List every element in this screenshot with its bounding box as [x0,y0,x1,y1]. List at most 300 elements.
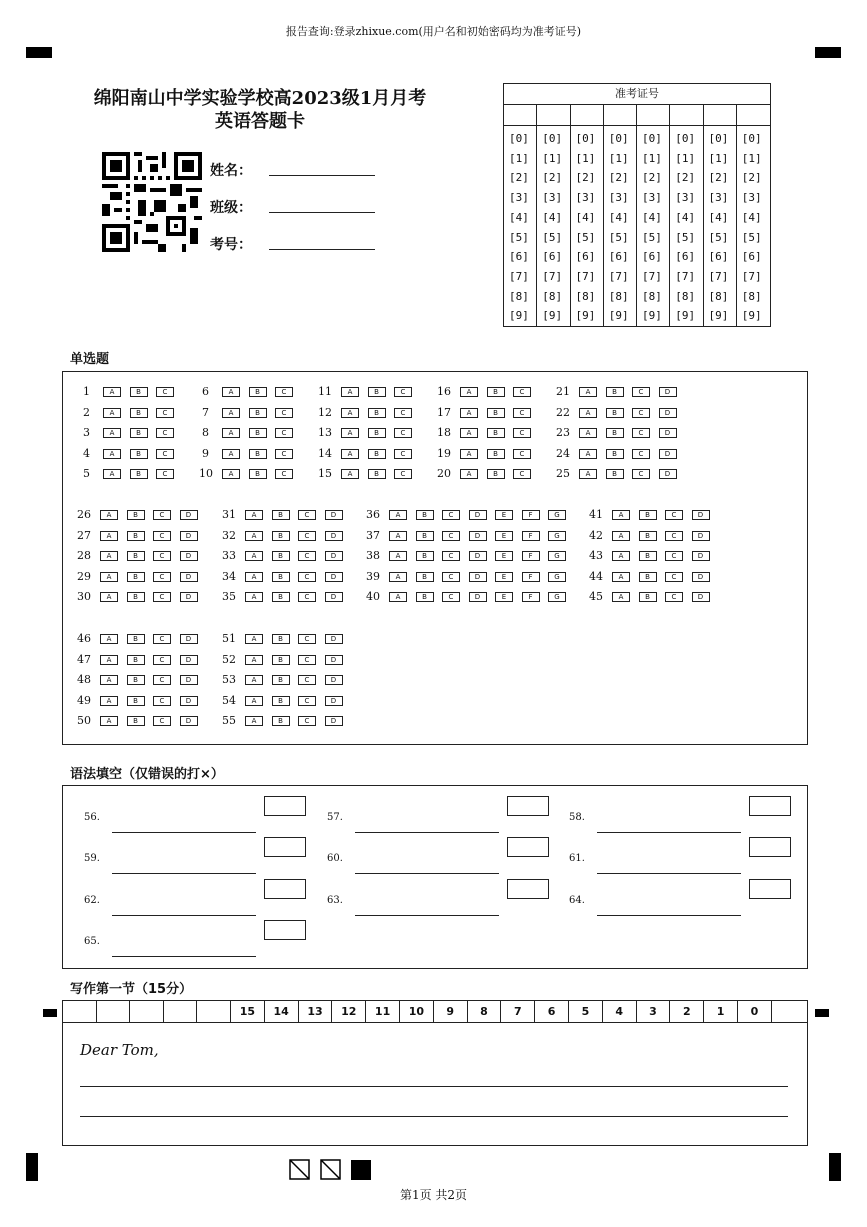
option-bubble[interactable]: A [100,572,118,582]
option-bubble[interactable]: C [298,716,316,726]
id-digit-bubble[interactable]: [7] [642,269,662,283]
id-digit-bubble[interactable]: [2] [642,171,662,185]
option-bubble[interactable]: A [245,634,263,644]
option-bubble[interactable]: A [245,531,263,541]
option-bubble[interactable]: A [389,572,407,582]
option-bubble[interactable]: C [298,634,316,644]
option-bubble[interactable]: B [416,551,434,561]
option-bubble[interactable]: B [127,655,145,665]
option-bubble[interactable]: B [368,387,386,397]
exam-no-input-line[interactable] [269,236,375,250]
option-bubble[interactable]: G [548,551,566,561]
option-bubble[interactable]: B [487,387,505,397]
option-bubble[interactable]: C [665,572,683,582]
option-bubble[interactable]: A [100,551,118,561]
grammar-mark-box[interactable] [264,796,306,816]
option-bubble[interactable]: C [632,408,650,418]
option-bubble[interactable]: D [180,531,198,541]
id-digit-bubble[interactable]: [5] [675,230,696,244]
option-bubble[interactable]: A [103,387,121,397]
score-cell[interactable]: 4 [603,1001,637,1022]
option-bubble[interactable]: B [606,408,624,418]
id-digit-bubble[interactable]: [9] [741,309,762,323]
option-bubble[interactable]: A [389,510,407,520]
id-digit-bubble[interactable]: [4] [575,210,596,224]
option-bubble[interactable]: C [298,551,316,561]
option-bubble[interactable]: D [180,675,198,685]
option-bubble[interactable]: C [632,469,650,479]
id-digit-bubble[interactable]: [4] [741,210,762,224]
option-bubble[interactable]: F [522,551,540,561]
grammar-answer-line[interactable] [112,818,256,833]
option-bubble[interactable]: D [180,592,198,602]
option-bubble[interactable]: A [579,387,597,397]
id-digit-bubble[interactable]: [6] [608,250,629,264]
option-bubble[interactable]: F [522,572,540,582]
id-digit-bubble[interactable]: [8] [542,289,563,303]
option-bubble[interactable]: C [153,551,171,561]
option-bubble[interactable]: A [460,469,478,479]
option-bubble[interactable]: D [180,551,198,561]
option-bubble[interactable]: B [368,408,386,418]
option-bubble[interactable]: D [659,469,677,479]
option-bubble[interactable]: A [579,428,597,438]
option-bubble[interactable]: A [245,572,263,582]
option-bubble[interactable]: B [639,592,657,602]
class-input-line[interactable] [269,199,375,213]
option-bubble[interactable]: A [341,408,359,418]
id-digit-bubble[interactable]: [9] [708,309,729,323]
option-bubble[interactable]: A [245,592,263,602]
id-digit-bubble[interactable]: [1] [642,151,662,165]
score-cell[interactable]: 8 [468,1001,502,1022]
id-digit-bubble[interactable]: [5] [542,230,563,244]
grammar-mark-box[interactable] [507,879,549,899]
id-digit-bubble[interactable]: [7] [708,269,729,283]
option-bubble[interactable]: B [639,531,657,541]
option-bubble[interactable]: C [275,449,293,459]
option-bubble[interactable]: B [487,449,505,459]
option-bubble[interactable]: B [368,428,386,438]
option-bubble[interactable]: C [665,592,683,602]
option-bubble[interactable]: C [298,531,316,541]
option-bubble[interactable]: C [298,592,316,602]
option-bubble[interactable]: C [156,408,174,418]
option-bubble[interactable]: A [222,387,240,397]
score-cell[interactable]: 7 [501,1001,535,1022]
option-bubble[interactable]: G [548,510,566,520]
option-bubble[interactable]: B [639,551,657,561]
id-digit-bubble[interactable]: [1] [708,151,729,165]
score-cell[interactable]: 13 [299,1001,333,1022]
id-digit-bubble[interactable]: [0] [542,132,563,145]
id-digit-bubble[interactable]: [5] [608,230,629,244]
grammar-answer-line[interactable] [112,859,256,874]
id-digit-bubble[interactable]: [9] [642,309,662,323]
grammar-mark-box[interactable] [507,796,549,816]
option-bubble[interactable]: A [103,469,121,479]
option-bubble[interactable]: A [612,551,630,561]
option-bubble[interactable]: B [606,387,624,397]
option-bubble[interactable]: C [632,449,650,459]
option-bubble[interactable]: D [325,696,343,706]
option-bubble[interactable]: E [495,592,513,602]
grammar-mark-box[interactable] [749,796,791,816]
option-bubble[interactable]: B [249,469,267,479]
id-digit-bubble[interactable]: [5] [642,230,662,244]
id-digit-bubble[interactable]: [2] [509,171,529,185]
option-bubble[interactable]: B [639,572,657,582]
option-bubble[interactable]: C [442,592,460,602]
option-bubble[interactable]: C [513,408,531,418]
option-bubble[interactable]: B [249,387,267,397]
option-bubble[interactable]: B [487,428,505,438]
option-bubble[interactable]: A [341,428,359,438]
id-digit-bubble[interactable]: [1] [675,151,696,165]
option-bubble[interactable]: B [606,469,624,479]
option-bubble[interactable]: D [180,716,198,726]
id-write-cell[interactable] [670,105,702,126]
id-digit-bubble[interactable]: [3] [741,191,762,205]
option-bubble[interactable]: A [460,387,478,397]
option-bubble[interactable]: B [272,531,290,541]
option-bubble[interactable]: F [522,510,540,520]
option-bubble[interactable]: D [659,408,677,418]
id-digit-bubble[interactable]: [7] [741,269,762,283]
option-bubble[interactable]: C [665,531,683,541]
id-digit-bubble[interactable]: [3] [542,191,563,205]
score-cell[interactable]: 15 [231,1001,265,1022]
id-digit-bubble[interactable]: [3] [675,191,696,205]
id-digit-bubble[interactable]: [6] [642,250,662,264]
score-cell[interactable]: 0 [738,1001,772,1022]
option-bubble[interactable]: B [487,408,505,418]
id-digit-bubble[interactable]: [2] [575,171,596,185]
option-bubble[interactable]: B [249,408,267,418]
option-bubble[interactable]: C [513,449,531,459]
grammar-answer-line[interactable] [597,859,741,874]
grammar-answer-line[interactable] [597,818,741,833]
grammar-answer-line[interactable] [355,859,499,874]
grammar-answer-line[interactable] [112,901,256,916]
option-bubble[interactable]: D [325,675,343,685]
id-digit-bubble[interactable]: [6] [542,250,563,264]
id-digit-bubble[interactable]: [7] [608,269,629,283]
id-digit-bubble[interactable]: [9] [542,309,563,323]
id-digit-bubble[interactable]: [5] [741,230,762,244]
grammar-answer-line[interactable] [597,901,741,916]
id-digit-bubble[interactable]: [4] [542,210,563,224]
option-bubble[interactable]: A [341,469,359,479]
option-bubble[interactable]: A [103,449,121,459]
option-bubble[interactable]: B [606,449,624,459]
option-bubble[interactable]: A [341,387,359,397]
option-bubble[interactable]: C [275,469,293,479]
option-bubble[interactable]: B [130,428,148,438]
option-bubble[interactable]: C [153,696,171,706]
option-bubble[interactable]: C [513,428,531,438]
id-digit-bubble[interactable]: [6] [708,250,729,264]
grammar-mark-box[interactable] [264,837,306,857]
id-digit-bubble[interactable]: [3] [608,191,629,205]
option-bubble[interactable]: C [298,696,316,706]
id-digit-bubble[interactable]: [8] [642,289,662,303]
option-bubble[interactable]: D [469,551,487,561]
option-bubble[interactable]: B [416,572,434,582]
option-bubble[interactable]: C [394,387,412,397]
id-digit-bubble[interactable]: [8] [708,289,729,303]
option-bubble[interactable]: B [127,592,145,602]
option-bubble[interactable]: D [469,510,487,520]
id-digit-bubble[interactable]: [6] [675,250,696,264]
option-bubble[interactable]: C [298,675,316,685]
option-bubble[interactable]: B [416,592,434,602]
id-digit-bubble[interactable]: [1] [509,151,529,165]
id-digit-bubble[interactable]: [8] [509,289,529,303]
id-digit-bubble[interactable]: [2] [608,171,629,185]
id-digit-bubble[interactable]: [3] [509,191,529,205]
grammar-mark-box[interactable] [507,837,549,857]
option-bubble[interactable]: D [325,510,343,520]
option-bubble[interactable]: C [298,510,316,520]
id-digit-bubble[interactable]: [6] [509,250,529,264]
option-bubble[interactable]: C [665,551,683,561]
option-bubble[interactable]: D [325,655,343,665]
score-cell[interactable]: 14 [265,1001,299,1022]
option-bubble[interactable]: C [394,428,412,438]
option-bubble[interactable]: D [180,696,198,706]
score-cell[interactable]: 2 [670,1001,704,1022]
id-digit-bubble[interactable]: [3] [708,191,729,205]
option-bubble[interactable]: B [130,408,148,418]
id-digit-bubble[interactable]: [9] [608,309,629,323]
option-bubble[interactable]: B [127,551,145,561]
id-digit-bubble[interactable]: [5] [575,230,596,244]
option-bubble[interactable]: D [180,634,198,644]
option-bubble[interactable]: C [275,428,293,438]
option-bubble[interactable]: C [153,510,171,520]
option-bubble[interactable]: C [156,428,174,438]
option-bubble[interactable]: C [153,675,171,685]
option-bubble[interactable]: G [548,572,566,582]
option-bubble[interactable]: E [495,510,513,520]
option-bubble[interactable]: A [100,531,118,541]
option-bubble[interactable]: D [692,551,710,561]
option-bubble[interactable]: B [272,716,290,726]
id-digit-bubble[interactable]: [7] [675,269,696,283]
id-write-cell[interactable] [704,105,736,126]
id-digit-bubble[interactable]: [4] [675,210,696,224]
option-bubble[interactable]: C [442,510,460,520]
id-digit-bubble[interactable]: [0] [509,132,529,145]
option-bubble[interactable]: G [548,531,566,541]
option-bubble[interactable]: B [272,510,290,520]
option-bubble[interactable]: F [522,592,540,602]
id-digit-bubble[interactable]: [0] [608,132,629,145]
id-digit-bubble[interactable]: [8] [608,289,629,303]
option-bubble[interactable]: D [469,572,487,582]
id-digit-bubble[interactable]: [8] [741,289,762,303]
writing-line-2[interactable] [80,1101,788,1117]
option-bubble[interactable]: A [389,592,407,602]
option-bubble[interactable]: B [368,449,386,459]
option-bubble[interactable]: B [130,387,148,397]
id-digit-bubble[interactable]: [1] [608,151,629,165]
option-bubble[interactable]: D [469,592,487,602]
option-bubble[interactable]: B [606,428,624,438]
score-cell[interactable]: 1 [704,1001,738,1022]
option-bubble[interactable]: A [100,510,118,520]
option-bubble[interactable]: A [612,510,630,520]
option-bubble[interactable]: B [272,572,290,582]
option-bubble[interactable]: C [442,551,460,561]
option-bubble[interactable]: A [100,696,118,706]
option-bubble[interactable]: C [275,387,293,397]
option-bubble[interactable]: A [579,449,597,459]
option-bubble[interactable]: A [460,449,478,459]
option-bubble[interactable]: C [153,634,171,644]
score-cell[interactable]: 10 [400,1001,434,1022]
id-digit-bubble[interactable]: [7] [542,269,563,283]
option-bubble[interactable]: A [612,531,630,541]
option-bubble[interactable]: A [245,696,263,706]
id-digit-bubble[interactable]: [2] [741,171,762,185]
option-bubble[interactable]: A [245,675,263,685]
id-digit-bubble[interactable]: [8] [675,289,696,303]
option-bubble[interactable]: D [469,531,487,541]
id-digit-bubble[interactable]: [4] [708,210,729,224]
option-bubble[interactable]: D [180,510,198,520]
id-write-cell[interactable] [737,105,770,126]
grammar-mark-box[interactable] [264,879,306,899]
id-digit-bubble[interactable]: [6] [741,250,762,264]
option-bubble[interactable]: D [692,531,710,541]
id-write-cell[interactable] [571,105,603,126]
option-bubble[interactable]: A [245,716,263,726]
id-digit-bubble[interactable]: [0] [708,132,729,145]
grammar-mark-box[interactable] [749,879,791,899]
option-bubble[interactable]: B [130,449,148,459]
score-cell[interactable]: 11 [366,1001,400,1022]
id-digit-bubble[interactable]: [3] [575,191,596,205]
option-bubble[interactable]: C [153,531,171,541]
option-bubble[interactable]: D [325,551,343,561]
option-bubble[interactable]: B [416,531,434,541]
option-bubble[interactable]: B [127,634,145,644]
id-digit-bubble[interactable]: [9] [675,309,696,323]
option-bubble[interactable]: B [368,469,386,479]
id-digit-bubble[interactable]: [4] [509,210,529,224]
option-bubble[interactable]: A [245,655,263,665]
score-cell[interactable]: 6 [535,1001,569,1022]
option-bubble[interactable]: B [272,675,290,685]
id-write-cell[interactable] [604,105,636,126]
id-digit-bubble[interactable]: [5] [708,230,729,244]
option-bubble[interactable]: A [100,675,118,685]
score-cell[interactable]: 9 [434,1001,468,1022]
option-bubble[interactable]: D [325,572,343,582]
option-bubble[interactable]: C [275,408,293,418]
id-digit-bubble[interactable]: [7] [509,269,529,283]
option-bubble[interactable]: B [272,592,290,602]
option-bubble[interactable]: D [659,449,677,459]
option-bubble[interactable]: B [127,572,145,582]
option-bubble[interactable]: G [548,592,566,602]
option-bubble[interactable]: D [325,716,343,726]
option-bubble[interactable]: D [692,572,710,582]
option-bubble[interactable]: D [325,634,343,644]
option-bubble[interactable]: B [127,716,145,726]
writing-line-1[interactable] [80,1071,788,1087]
option-bubble[interactable]: A [100,655,118,665]
id-digit-bubble[interactable]: [1] [575,151,596,165]
option-bubble[interactable]: C [442,572,460,582]
id-digit-bubble[interactable]: [2] [708,171,729,185]
grammar-mark-box[interactable] [749,837,791,857]
option-bubble[interactable]: A [579,469,597,479]
option-bubble[interactable]: D [659,387,677,397]
option-bubble[interactable]: A [460,408,478,418]
option-bubble[interactable]: A [612,572,630,582]
option-bubble[interactable]: C [156,387,174,397]
id-digit-bubble[interactable]: [1] [741,151,762,165]
id-digit-bubble[interactable]: [2] [542,171,563,185]
option-bubble[interactable]: A [222,469,240,479]
id-digit-bubble[interactable]: [0] [675,132,696,145]
id-digit-bubble[interactable]: [7] [575,269,596,283]
option-bubble[interactable]: C [298,655,316,665]
id-digit-bubble[interactable]: [0] [741,132,762,145]
grammar-answer-line[interactable] [355,901,499,916]
option-bubble[interactable]: C [156,449,174,459]
id-digit-bubble[interactable]: [5] [509,230,529,244]
grammar-answer-line[interactable] [355,818,499,833]
option-bubble[interactable]: C [394,408,412,418]
option-bubble[interactable]: D [180,655,198,665]
grammar-mark-box[interactable] [264,920,306,940]
option-bubble[interactable]: A [341,449,359,459]
option-bubble[interactable]: B [127,696,145,706]
score-cell[interactable]: 5 [569,1001,603,1022]
id-digit-bubble[interactable]: [6] [575,250,596,264]
option-bubble[interactable]: A [612,592,630,602]
option-bubble[interactable]: C [394,449,412,459]
id-write-cell[interactable] [637,105,669,126]
option-bubble[interactable]: A [103,408,121,418]
option-bubble[interactable]: B [130,469,148,479]
id-write-cell[interactable] [537,105,569,126]
option-bubble[interactable]: A [100,592,118,602]
id-digit-bubble[interactable]: [4] [608,210,629,224]
id-write-cell[interactable] [504,105,536,126]
option-bubble[interactable]: A [460,428,478,438]
option-bubble[interactable]: D [325,531,343,541]
option-bubble[interactable]: C [153,572,171,582]
id-digit-bubble[interactable]: [2] [675,171,696,185]
option-bubble[interactable]: B [416,510,434,520]
option-bubble[interactable]: B [272,655,290,665]
option-bubble[interactable]: A [222,428,240,438]
option-bubble[interactable]: C [298,572,316,582]
id-digit-bubble[interactable]: [0] [575,132,596,145]
option-bubble[interactable]: C [153,592,171,602]
option-bubble[interactable]: C [442,531,460,541]
name-input-line[interactable] [269,162,375,176]
option-bubble[interactable]: B [487,469,505,479]
option-bubble[interactable]: C [632,428,650,438]
option-bubble[interactable]: B [272,696,290,706]
id-digit-bubble[interactable]: [1] [542,151,563,165]
